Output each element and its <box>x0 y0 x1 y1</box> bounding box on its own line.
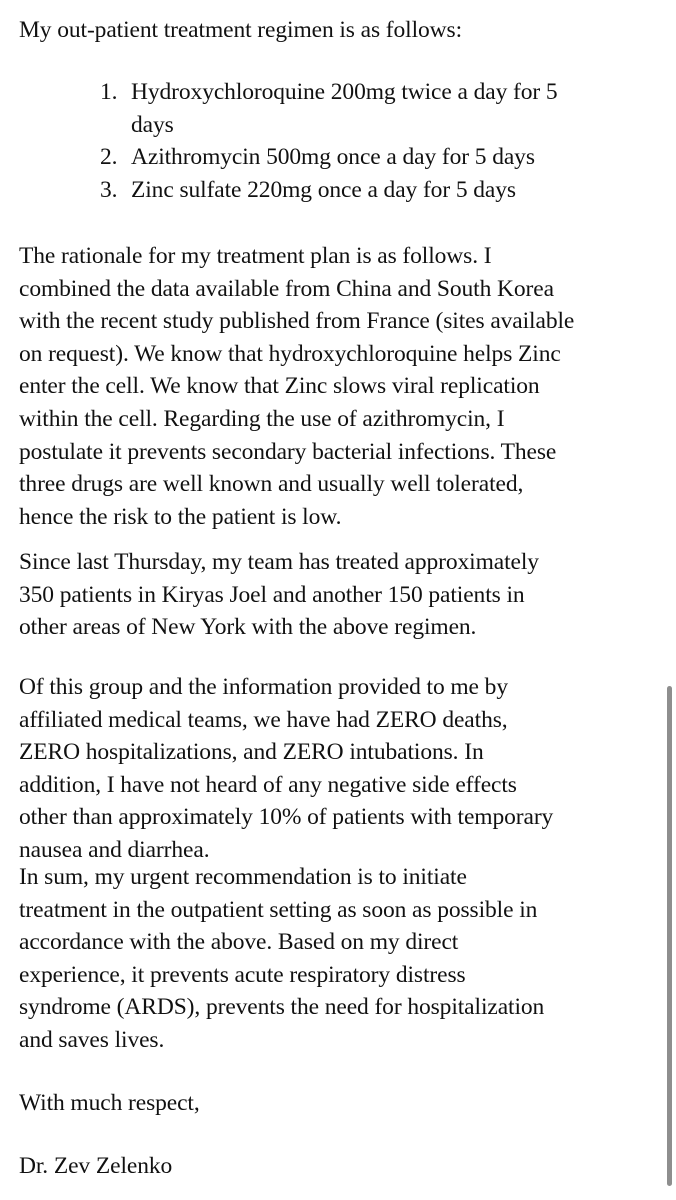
regimen-text: Azithromycin 500mg once a day for 5 days <box>131 144 535 171</box>
regimen-number: 1. <box>100 79 118 105</box>
intro-line: My out-patient treatment regimen is as follows: <box>19 17 463 43</box>
paragraph-line: accordance with the above. Based on my direct <box>19 929 459 956</box>
regimen-number: 2. <box>100 144 118 171</box>
paragraph-line: other than approximately 10% of patients with temporary <box>19 804 554 831</box>
regimen-list <box>100 76 558 206</box>
paragraph-line: with the recent study published from France (sites available <box>19 308 575 335</box>
paragraph-line: In sum, my urgent recommendation is to initiate <box>19 864 467 890</box>
paragraph-line: three drugs are well known and usually well tolerated, <box>19 471 524 498</box>
paragraph-line: syndrome (ARDS), prevents the need for hospitalization <box>19 994 545 1021</box>
regimen-number: 3. <box>100 176 118 203</box>
paragraph-line: Since last Thursday, my team has treated approximately <box>19 549 539 575</box>
regimen-item-3 <box>100 174 558 207</box>
paragraph-line: within the cell. Regarding the use of azithromycin, I <box>19 405 505 432</box>
paragraph-line: hence the risk to the patient is low. <box>19 503 342 530</box>
paragraph-line: addition, I have not heard of any negative side effects <box>19 771 517 798</box>
paragraph-line: 350 patients in Kiryas Joel and another 150 patients in <box>19 581 525 608</box>
paragraph-line: postulate it prevents secondary bacterial infections. These <box>19 438 557 465</box>
regimen-text: Hydroxychloroquine 200mg twice a day for 5 <box>131 79 558 105</box>
paragraph-line: enter the cell. We know that Zinc slows viral replication <box>19 373 540 400</box>
signature: Dr. Zev Zelenko <box>19 1153 173 1179</box>
regimen-item-2 <box>100 141 558 174</box>
paragraph-line: on request). We know that hydroxychloroquine helps Zinc <box>19 340 561 367</box>
paragraph-line: The rationale for my treatment plan is as follows. I <box>19 243 492 269</box>
recommendation-paragraph <box>19 861 544 1057</box>
paragraph-line: affiliated medical teams, we have had ZERO deaths, <box>19 706 508 733</box>
paragraph-line: other areas of New York with the above regimen. <box>19 614 477 641</box>
paragraph-line: and saves lives. <box>19 1026 165 1053</box>
regimen-item-1 <box>100 76 558 141</box>
regimen-text: Zinc sulfate 220mg once a day for 5 days <box>131 176 516 203</box>
vertical-scrollbar[interactable] <box>667 686 672 1186</box>
paragraph-line: experience, it prevents acute respiratory distress <box>19 961 466 988</box>
paragraph-line: combined the data available from China and South Korea <box>19 275 554 302</box>
regimen-text: days <box>131 111 174 138</box>
paragraph-line: nausea and diarrhea. <box>19 836 210 863</box>
paragraph-line: ZERO hospitalizations, and ZERO intubations. In <box>19 739 484 766</box>
paragraph-line: treatment in the outpatient setting as soon as possible in <box>19 896 538 923</box>
closing-line: With much respect, <box>19 1090 200 1116</box>
outcomes-paragraph <box>19 671 553 867</box>
paragraph-line: Of this group and the information provided to me by <box>19 674 508 700</box>
rationale-paragraph <box>19 240 574 533</box>
patients-treated-paragraph <box>19 546 539 644</box>
